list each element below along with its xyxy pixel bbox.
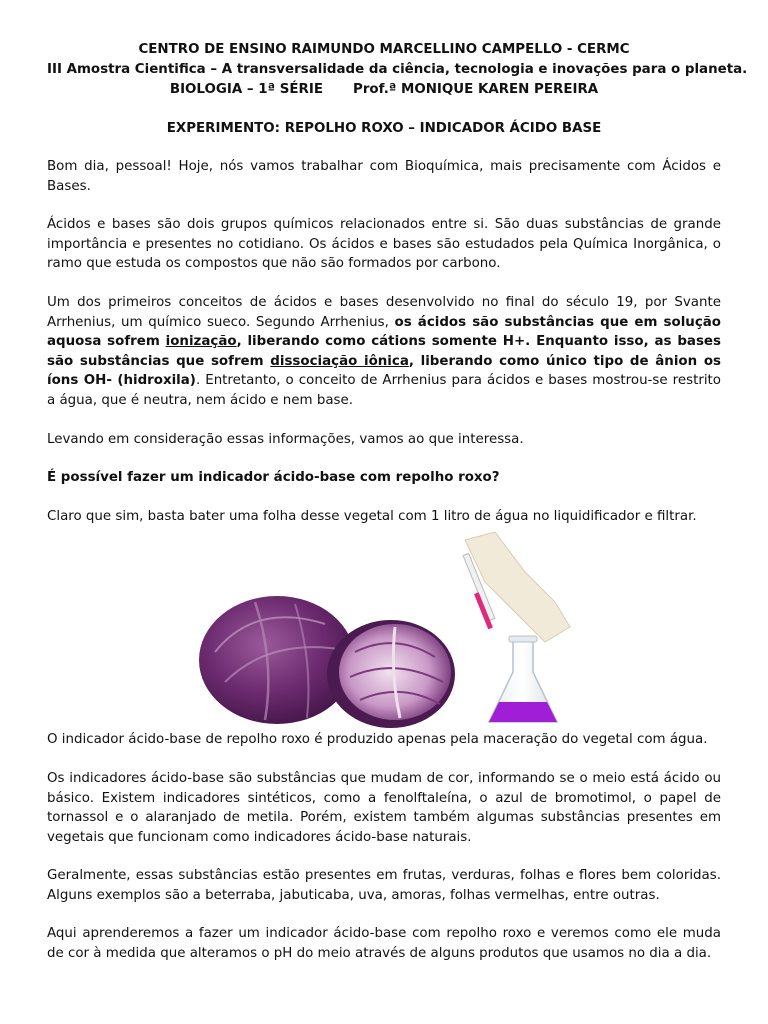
arrhenius-bold-1: os ácidos são substâncias que em solução aquosa sofrem: [47, 314, 721, 350]
erlenmeyer-flask: [489, 636, 557, 722]
paragraph-acids-bases: Ácidos e bases são dois grupos químicos relacionados entre si. São duas substâncias de grande importância e presentes no cotidiano. Os ácidos e bases são estudados pela Química Inorgânica, o ramo que estuda os compostos que não são formados por carbono.: [47, 217, 721, 272]
school-name: CENTRO DE ENSINO RAIMUNDO MARCELLINO CAMPELLO - CERMC: [138, 42, 630, 57]
teacher-name: Prof.ª MONIQUE KAREN PEREIRA: [353, 82, 599, 97]
paragraph-arrhenius: [47, 293, 721, 411]
arrhenius-bold-2: , liberando como cátions somente H+. Enquanto isso, as bases são substâncias que sofrem: [47, 334, 721, 369]
paragraph-answer: Claro que sim, basta bater uma folha desse vegetal com 1 litro de água no liquidificador e filtrar.: [47, 508, 697, 524]
arrhenius-bold-3: , liberando como único tipo de ânion os íons OH- (hidroxila): [47, 353, 721, 389]
experiment-title: EXPERIMENTO: REPOLHO ROXO – INDICADOR ÁCIDO BASE: [166, 121, 602, 136]
paragraph-examples: Geralmente, essas substâncias estão presentes em frutas, verduras, folhas e flores bem coloridas. Alguns exemplos são a beterraba, jabuticaba, uva, amoras, folhas vermelhas, entre outras.: [47, 868, 721, 903]
gloved-hand-pipette: [463, 532, 570, 642]
subject-grade: BIOLOGIA – 1ª SÉRIE: [169, 82, 323, 97]
paragraph-indicators: Os indicadores ácido-base são substâncias que mudam de cor, informando se o meio está ácido ou básico. Existem indicadores sintéticos, como a fenolftaleína, o azul de bromotimol, o papel de tornassol e o alaranjado de metila. Porém, existem também algumas substâncias presentes em vegetais que funcionam como indicadores ácido-base naturais.: [47, 770, 721, 845]
halved-cabbage: [327, 620, 455, 728]
paragraph-intro: Bom dia, pessoal! Hoje, nós vamos trabalhar com Bioquímica, mais precisamente com Ácidos e Bases.: [47, 159, 721, 194]
paragraph-maceration: O indicador ácido-base de repolho roxo é produzido apenas pela maceração do vegetal com água.: [47, 732, 708, 748]
subject-line: [47, 80, 721, 100]
cabbage-experiment-figure: [47, 532, 721, 728]
ionizacao-term: ionização: [165, 334, 237, 350]
cabbage-illustration: [195, 532, 575, 728]
paragraph-transition: Levando em consideração essas informações, vamos ao que interessa.: [47, 431, 524, 447]
arrhenius-text-1: Um dos primeiros conceitos de ácidos e bases desenvolvido no final do século 19, por Svante Arrhenius, um químico sueco. Segundo Arrhenius,: [47, 294, 721, 330]
paragraph-conclusion: Aqui aprenderemos a fazer um indicador ácido-base com repolho roxo e veremos como ele muda de cor à medida que alteramos o pH do meio através de alguns produtos que usamos no dia a dia.: [47, 926, 721, 962]
document-header: [47, 40, 748, 100]
question-heading: É possível fazer um indicador ácido-base com repolho roxo?: [47, 470, 500, 486]
dissociacao-term: dissociação iônica: [270, 353, 409, 369]
arrhenius-text-2: . Entretanto, o conceito de Arrhenius para ácidos e bases mostrou-se restrito a água, que é neutra, nem ácido e nem base.: [47, 373, 721, 408]
document-page: [47, 40, 748, 964]
event-name: III Amostra Cientifica – A transversalidade da ciência, tecnologia e inovações para o planeta.: [47, 62, 748, 77]
